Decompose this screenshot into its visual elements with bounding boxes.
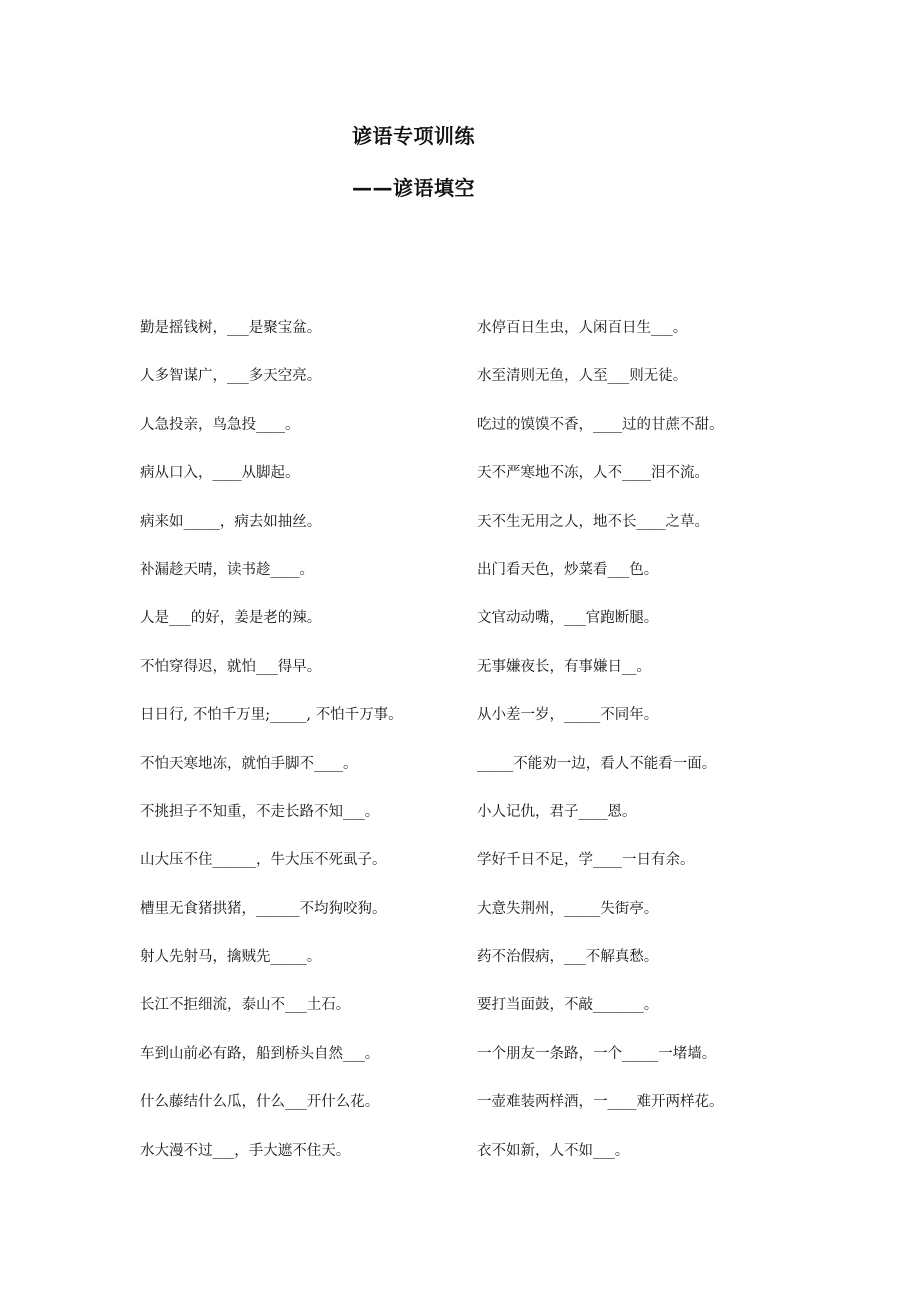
- proverb-line: 槽里无食猪拱猪，______不均狗咬狗。: [140, 900, 387, 917]
- proverb-line: 人急投亲，鸟急投____。: [140, 416, 300, 433]
- proverb-line: 从小差一岁，_____不同年。: [477, 707, 659, 724]
- proverb-line: 什么藤结什么瓜，什么___开什么花。: [140, 1094, 380, 1111]
- proverb-line: 水大漫不过___，手大遮不住天。: [140, 1142, 351, 1159]
- proverb-line: 不挑担子不知重，不走长路不知___。: [140, 803, 380, 820]
- proverb-line: 车到山前必有路，船到桥头自然___。: [140, 1045, 380, 1062]
- proverb-line: _____不能劝一边，看人不能看一面。: [477, 755, 717, 772]
- proverb-line: 药不治假病，___不解真愁。: [477, 949, 659, 966]
- proverb-line: 人是___的好，姜是老的辣。: [140, 610, 322, 627]
- proverb-line: 山大压不住______，牛大压不死虱子。: [140, 852, 387, 869]
- proverb-line: 出门看天色，炒菜看___色。: [477, 561, 659, 578]
- proverb-line: 水至清则无鱼，人至___则无徒。: [477, 368, 688, 385]
- proverb-line: 水停百日生虫，人闲百日生___。: [477, 320, 688, 336]
- proverb-line: 天不生无用之人，地不长____之草。: [477, 513, 709, 530]
- proverb-line: 勤是摇钱树，___是聚宝盆。: [140, 320, 322, 336]
- proverb-line: 射人先射马，擒贼先_____。: [140, 949, 322, 966]
- proverb-line: 天不严寒地不冻，人不____泪不流。: [477, 465, 709, 482]
- proverb-line: 一壶难装两样酒，一____难开两样花。: [477, 1094, 724, 1111]
- proverb-line: 大意失荆州，_____失街亭。: [477, 900, 659, 917]
- page-title: 谚语专项训练: [352, 124, 475, 148]
- proverb-line: 病从口入，____从脚起。: [140, 465, 300, 482]
- left-proverb-column: [140, 316, 470, 1187]
- page-subtitle: ——谚语填空: [352, 176, 475, 200]
- proverb-line: 吃过的馍馍不香，____过的甘蔗不甜。: [477, 416, 724, 433]
- proverb-line: 一个朋友一条路，一个_____一堵墙。: [477, 1045, 717, 1062]
- proverb-line: 长江不拒细流，泰山不___土石。: [140, 997, 351, 1014]
- proverb-line: 不怕天寒地冻，就怕手脚不____。: [140, 755, 358, 772]
- proverb-line: 衣不如新，人不如___。: [477, 1142, 630, 1159]
- proverb-line: 病来如_____，病去如抽丝。: [140, 513, 322, 530]
- proverb-line: 要打当面鼓，不敲_______。: [477, 997, 659, 1014]
- right-proverb-column: [477, 316, 767, 1187]
- proverb-line: 不怕穿得迟，就怕___得早。: [140, 658, 322, 675]
- proverb-line: 文官动动嘴，___官跑断腿。: [477, 610, 659, 627]
- proverb-line: 小人记仇，君子____恩。: [477, 803, 637, 820]
- proverb-line: 日日行, 不怕千万里;_____, 不怕千万事。: [140, 707, 403, 724]
- proverb-line: 人多智谋广，___多天空亮。: [140, 368, 322, 385]
- proverb-line: 学好千日不足，学____一日有余。: [477, 852, 695, 869]
- proverb-line: 无事嫌夜长，有事嫌日__。: [477, 658, 651, 675]
- proverb-line: 补漏趁天晴，读书趁____。: [140, 561, 314, 578]
